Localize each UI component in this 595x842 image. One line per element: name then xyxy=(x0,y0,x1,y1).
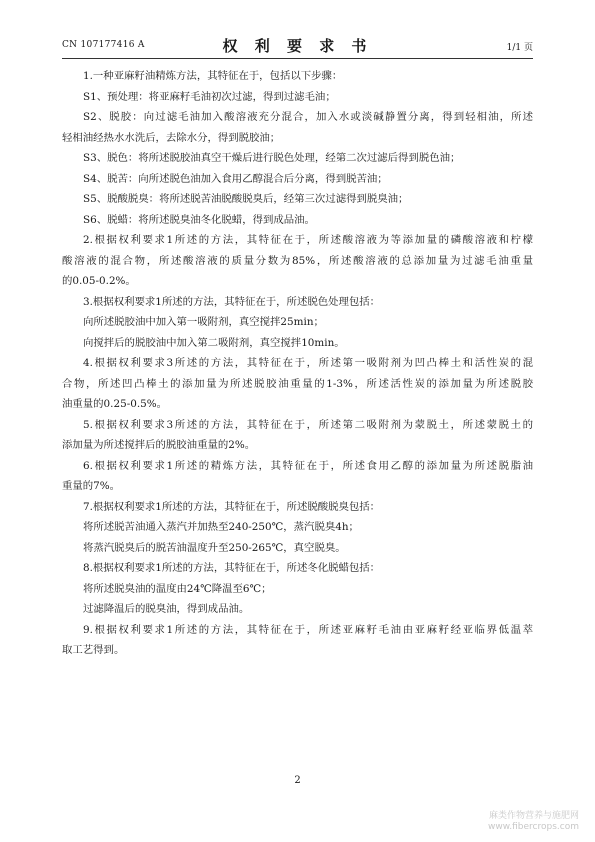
watermark-url: www.fibercrops.com xyxy=(488,822,579,832)
claim-1-step-s2: S2、脱胶：向过滤毛油加入酸溶液充分混合，加入水或淡碱静置分离，得到轻相油，所述 xyxy=(83,111,533,123)
claim-7-step: 将所述脱苦油通入蒸汽并加热至240-250℃，蒸汽脱臭4h； xyxy=(83,521,359,533)
claims-body xyxy=(62,66,533,661)
claim-8-step: 将所述脱臭油的温度由24℃降温至6℃； xyxy=(83,582,272,595)
claim-9-cont: 取工艺得到。 xyxy=(62,644,125,656)
claim-1-step-s1: S1、预处理：将亚麻籽毛油初次过滤，得到过滤毛油； xyxy=(83,90,336,103)
claim-7-line: 7.根据权利要求1所述的方法，其特征在于，所述脱酸脱臭包括： xyxy=(83,500,381,513)
claim-4-cont: 合物，所述凹凸棒土的添加量为所述脱胶油重量的1-3%，所述活性炭的添加量为所述脱胶 xyxy=(62,377,533,390)
claim-1-step-s4: S4、脱苦：向所述脱色油加入食用乙醇混合后分离，得到脱苦油； xyxy=(83,172,388,185)
claim-3-step: 向搅拌后的脱胶油中加入第二吸附剂，真空搅拌10min。 xyxy=(83,336,345,349)
claim-6-cont: 重量的7%。 xyxy=(62,480,121,492)
watermark-site-name: 麻类作物营养与施肥网 xyxy=(488,811,579,821)
claim-1-line: 1.一种亚麻籽油精炼方法，其特征在于，包括以下步骤： xyxy=(83,70,343,82)
claim-2-cont: 酸溶液的混合物，所述酸溶液的质量分数为85%，所述酸溶液的总添加量为过滤毛油重量 xyxy=(62,254,533,267)
claim-5-cont: 添加量为所述搅拌后的脱胶油重量的2%。 xyxy=(62,439,256,451)
claim-2-line: 2.根据权利要求1所述的方法，其特征在于，所述酸溶液为等添加量的磷酸溶液和柠檬 xyxy=(83,234,533,246)
claim-1-step-s2-cont: 轻相油经热水水洗后，去除水分，得到脱胶油； xyxy=(62,131,281,144)
claim-5-line: 5.根据权利要求3所述的方法，其特征在于，所述第二吸附剂为蒙脱土，所述蒙脱土的 xyxy=(83,418,533,431)
claim-1-step-s5: S5、脱酸脱臭：将所述脱苦油脱酸脱臭后，经第三次过滤得到脱臭油； xyxy=(83,193,409,205)
page-title: 权 利 要 求 书 xyxy=(222,37,373,55)
claim-3-step: 向所述脱胶油中加入第一吸附剂，真空搅拌25min； xyxy=(83,316,324,328)
claim-1-step-s6: S6、脱蜡：将所述脱臭油冬化脱蜡，得到成品油。 xyxy=(83,213,315,226)
publication-number: CN 107177416 A xyxy=(62,40,145,50)
claim-8-line: 8.根据权利要求1所述的方法，其特征在于，所述冬化脱蜡包括： xyxy=(83,562,381,574)
claim-4-line: 4.根据权利要求3所述的方法，其特征在于，所述第一吸附剂为凹凸棒土和活性炭的混 xyxy=(83,357,533,369)
page-indicator: 1/1 页 xyxy=(506,43,533,53)
claim-4-cont: 油重量的0.25-0.5%。 xyxy=(62,398,167,410)
claim-3-line: 3.根据权利要求1所述的方法，其特征在于，所述脱色处理包括： xyxy=(83,295,381,308)
document-header xyxy=(62,36,533,59)
claim-9-line: 9.根据权利要求1所述的方法，其特征在于，所述亚麻籽毛油由亚麻籽经亚临界低温萃 xyxy=(83,623,533,636)
page-number: 2 xyxy=(294,775,301,786)
watermark xyxy=(488,811,579,833)
claim-7-step: 将蒸汽脱臭后的脱苦油温度升至250-265℃，真空脱臭。 xyxy=(83,541,346,554)
claim-1-step-s3: S3、脱色：将所述脱胶油真空干燥后进行脱色处理，经第二次过滤后得到脱色油； xyxy=(83,152,461,164)
claim-6-line: 6.根据权利要求1所述的精炼方法，其特征在于，所述食用乙醇的添加量为所述脱脂油 xyxy=(83,459,533,472)
claim-2-cont: 的0.05-0.2%。 xyxy=(62,275,136,287)
claim-8-step: 过滤降温后的脱臭油，得到成品油。 xyxy=(83,603,250,615)
